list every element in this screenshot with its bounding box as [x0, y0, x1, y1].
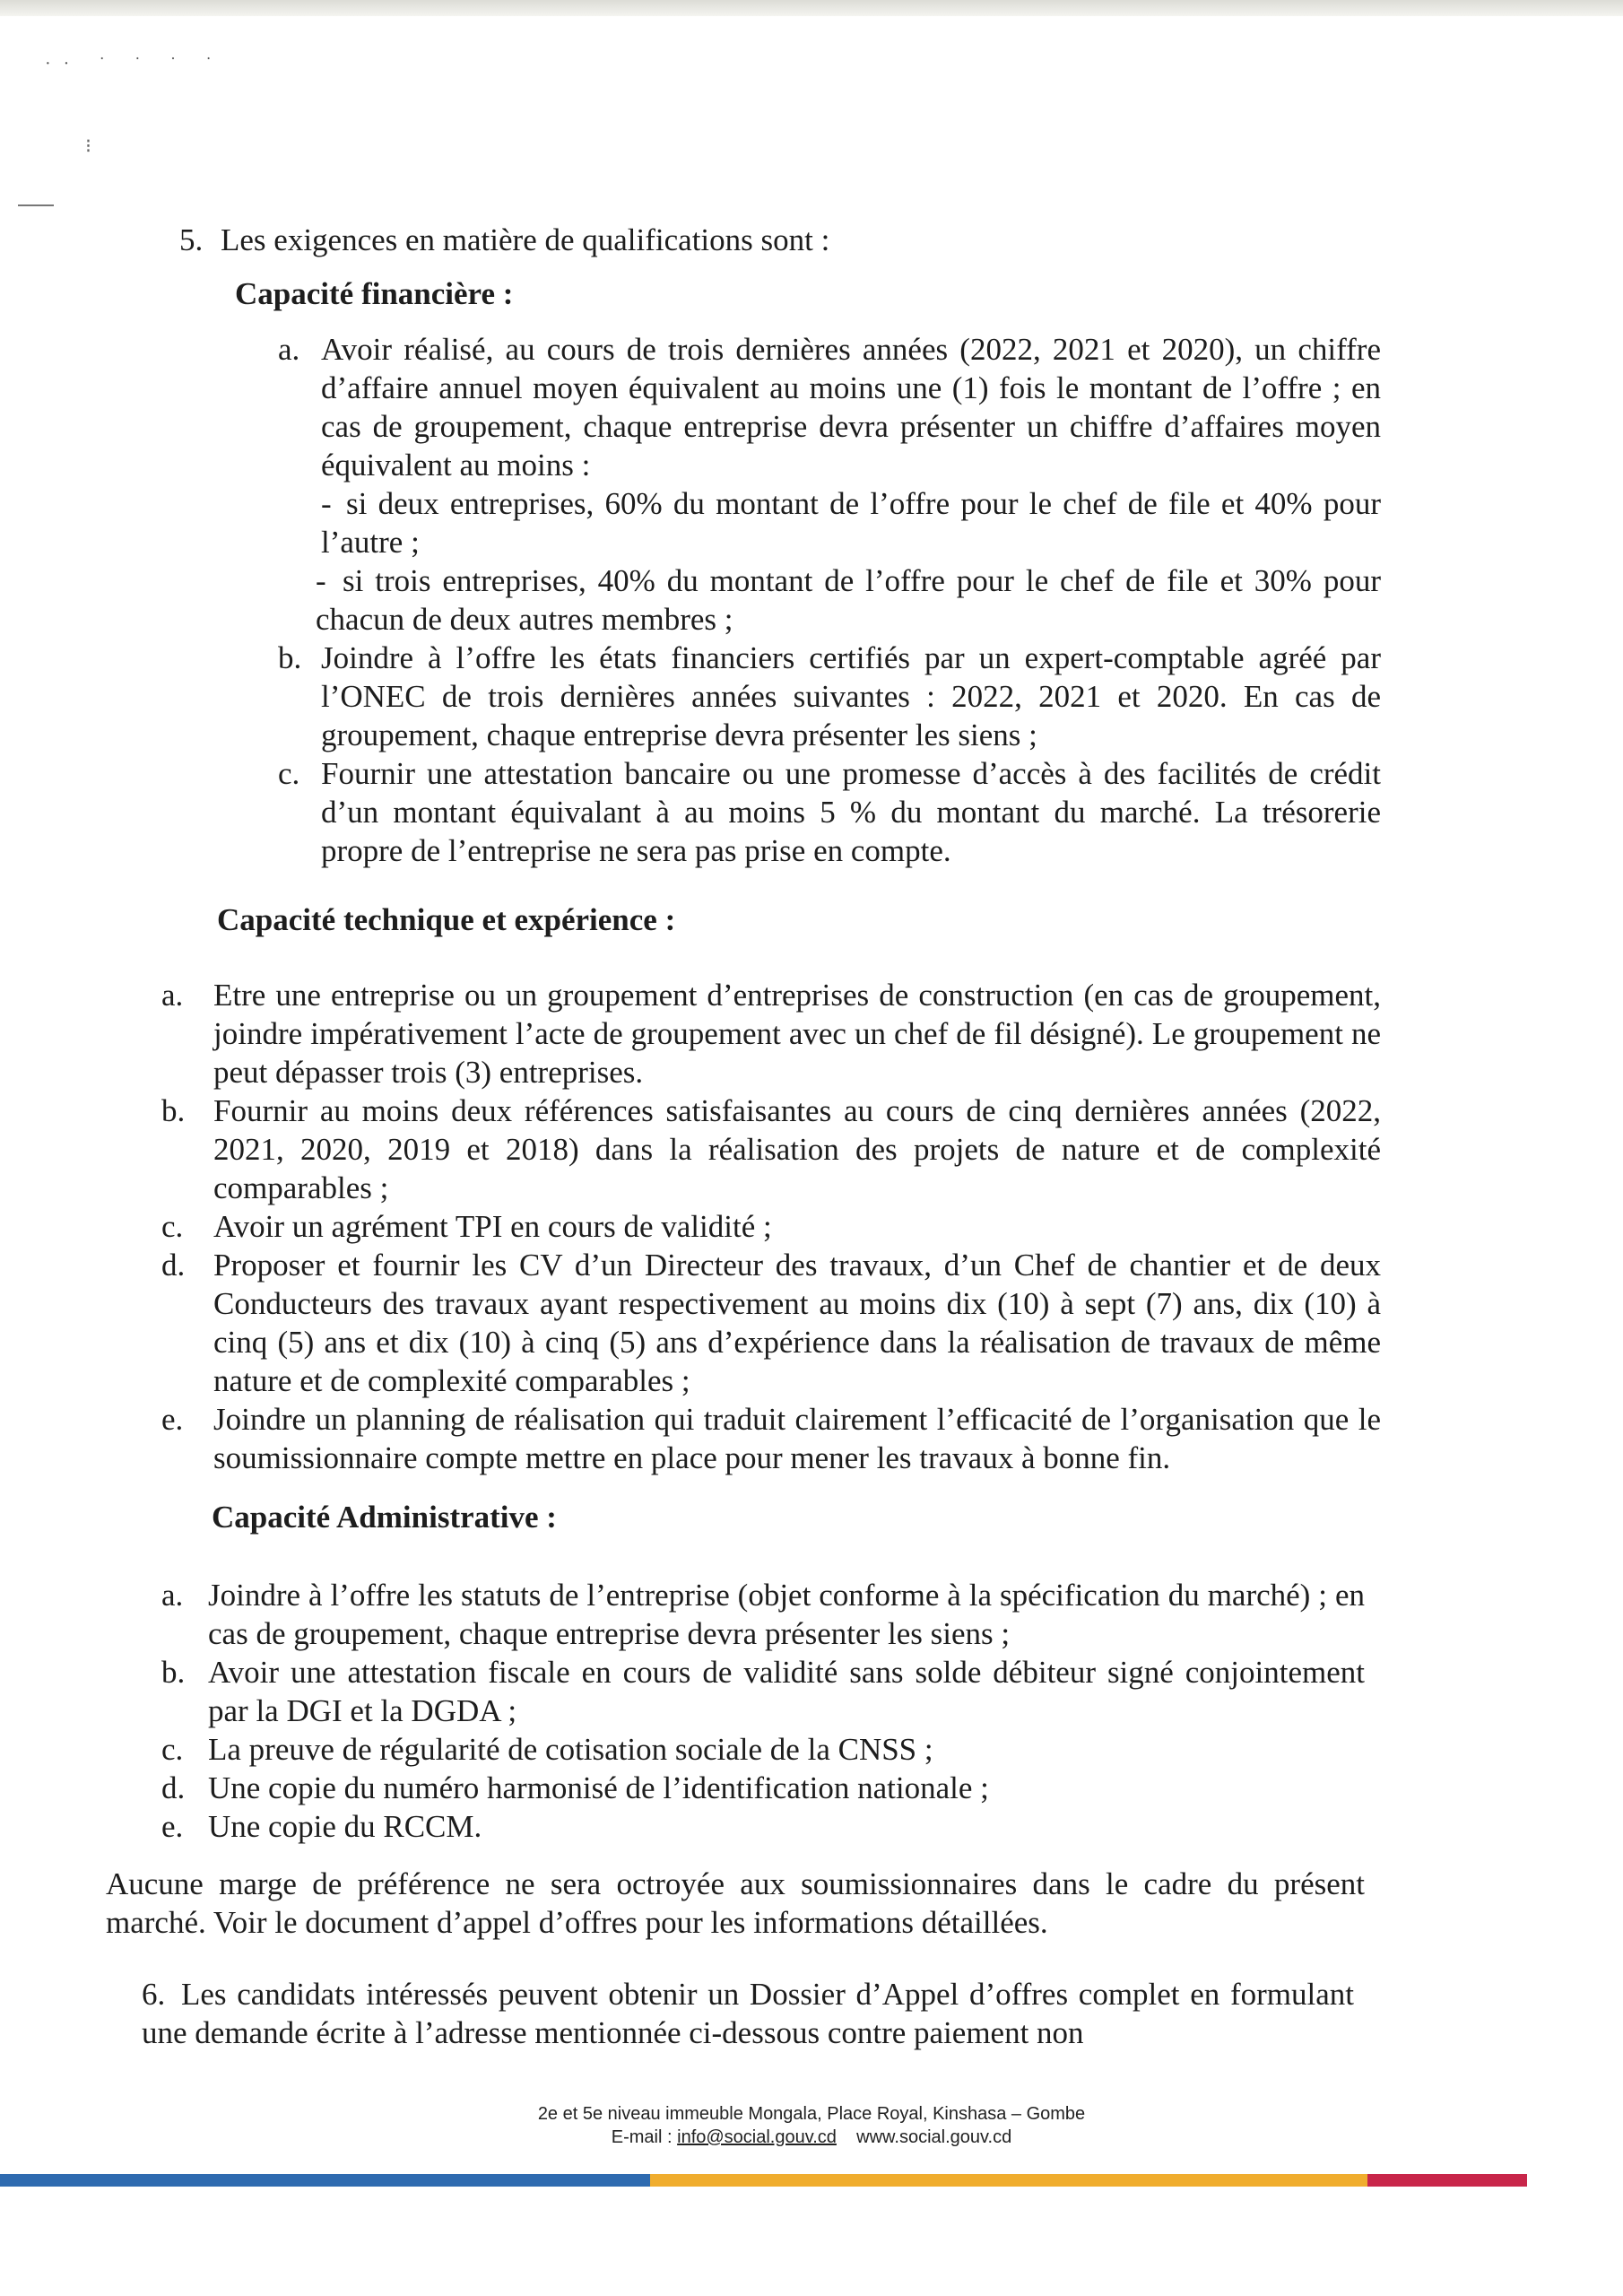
sub-marker: - — [316, 563, 326, 598]
footer-stripe-red — [1367, 2174, 1527, 2187]
sub-text: si trois entreprises, 40% du montant de l’offre pour le chef de file et 30% pour chacun de deux autres membres ; — [316, 563, 1381, 637]
item-marker: e. — [161, 1809, 184, 1844]
website-link[interactable]: www.social.gouv.cd — [856, 2127, 1012, 2147]
item-text: Avoir réalisé, au cours de trois dernières années (2022, 2021 et 2020), un chiffre d’affaire annuel moyen équivalent au moins une (1) fois le montant de l’offre ; en cas de groupement, chaque entreprise devra présenter un chiffre d’affaires moyen équivalent au moins : — [321, 332, 1381, 483]
item-text: Joindre à l’offre les statuts de l’entreprise (objet conforme à la spécification du marché) ; en cas de groupement, chaque entreprise devra présenter les siens ; — [208, 1578, 1365, 1651]
section-6-text: Les candidats intéressés peuvent obtenir un Dossier d’Appel d’offres complet en formulant une demande écrite à l’adresse mentionnée ci-dessous contre paiement non — [142, 1977, 1354, 2050]
footer-address: 2e et 5e niveau immeuble Mongala, Place Royal, Kinshasa – Gombe — [537, 2104, 1086, 2124]
item-marker: b. — [278, 640, 302, 675]
item-text: Une copie du numéro harmonisé de l’identification nationale ; — [208, 1770, 989, 1805]
footer-stripe-blue — [0, 2174, 650, 2187]
heading-technical: Capacité technique et expérience : — [217, 902, 676, 937]
heading-financial: Capacité financière : — [235, 276, 514, 311]
section-number: 6. — [142, 1977, 166, 2012]
item-text: Etre une entreprise ou un groupement d’entreprises de construction (en cas de groupement, joindre impérativement l’acte de groupement avec un chef de fil désigné). Le groupement ne peut dépasser trois (3) entreprises. — [213, 978, 1381, 1090]
footer-stripe-yellow — [650, 2174, 1367, 2187]
email-link[interactable]: info@social.gouv.cd — [677, 2127, 837, 2147]
item-text: Joindre un planning de réalisation qui traduit clairement l’efficacité de l’organisation que le soumissionnaire compte mettre en place pour mener les travaux à bonne fin. — [213, 1402, 1381, 1475]
sub-marker: - — [321, 486, 332, 521]
item-text: Avoir un agrément TPI en cours de validité ; — [213, 1209, 772, 1244]
scan-artifact: ·· ˙ ˙ ˙ ˙ — [45, 54, 224, 74]
item-marker: c. — [278, 756, 300, 791]
item-text: Proposer et fournir les CV d’un Directeur des travaux, d’un Chef de chantier et de deux Conducteurs des travaux ayant respectivement au moins dix (10) à sept (7) ans, dix (10) à cinq (5) ans et dix (10) à cinq (5) ans d’expérience dans la réalisation de travaux de même nature et de complexité comparables ; — [213, 1248, 1381, 1398]
item-marker: a. — [161, 978, 184, 1013]
item-marker: c. — [161, 1732, 184, 1767]
item-marker: c. — [161, 1209, 184, 1244]
conclusion-paragraph: Aucune marge de préférence ne sera octroyée aux soumissionnaires dans le cadre du présent marché. Voir le document d’appel d’offres pour les informations détaillées. — [106, 1866, 1365, 1940]
item-text: Fournir au moins deux références satisfaisantes au cours de cinq dernières années (2022, 2021, 2020, 2019 et 2018) dans la réalisation des projets de nature et de complexité comparables ; — [213, 1093, 1381, 1205]
item-marker: a. — [161, 1578, 184, 1613]
item-marker: b. — [161, 1093, 186, 1128]
item-text: La preuve de régularité de cotisation sociale de la CNSS ; — [208, 1732, 933, 1767]
section-intro: Les exigences en matière de qualifications sont : — [221, 222, 830, 257]
heading-administrative: Capacité Administrative : — [212, 1500, 557, 1535]
item-marker: a. — [278, 332, 300, 367]
item-marker: d. — [161, 1770, 186, 1805]
item-text: Une copie du RCCM. — [208, 1809, 482, 1844]
email-label: E-mail : — [611, 2127, 673, 2147]
scan-artifact: ⁝ — [85, 135, 91, 157]
section-number: 5. — [179, 222, 204, 257]
item-text: Joindre à l’offre les états financiers certifiés par un expert-comptable agréé par l’ONEC de trois dernières années suivantes : 2022, 2021 et 2020. En cas de groupement, chaque entreprise devra présenter les siens ; — [321, 640, 1381, 752]
item-text: Avoir une attestation fiscale en cours de validité sans solde débiteur signé conjointement par la DGI et la DGDA ; — [208, 1655, 1365, 1728]
item-text: Fournir une attestation bancaire ou une promesse d’accès à des facilités de crédit d’un montant équivalant à au moins 5 % du montant du marché. La trésorerie propre de l’entreprise ne sera pas prise en compte. — [321, 756, 1381, 868]
sub-text: si deux entreprises, 60% du montant de l’offre pour le chef de file et 40% pour l’autre ; — [321, 486, 1381, 560]
item-marker: b. — [161, 1655, 186, 1690]
footer-contacts — [0, 2126, 1623, 2149]
item-marker: d. — [161, 1248, 186, 1283]
item-marker: e. — [161, 1402, 184, 1437]
